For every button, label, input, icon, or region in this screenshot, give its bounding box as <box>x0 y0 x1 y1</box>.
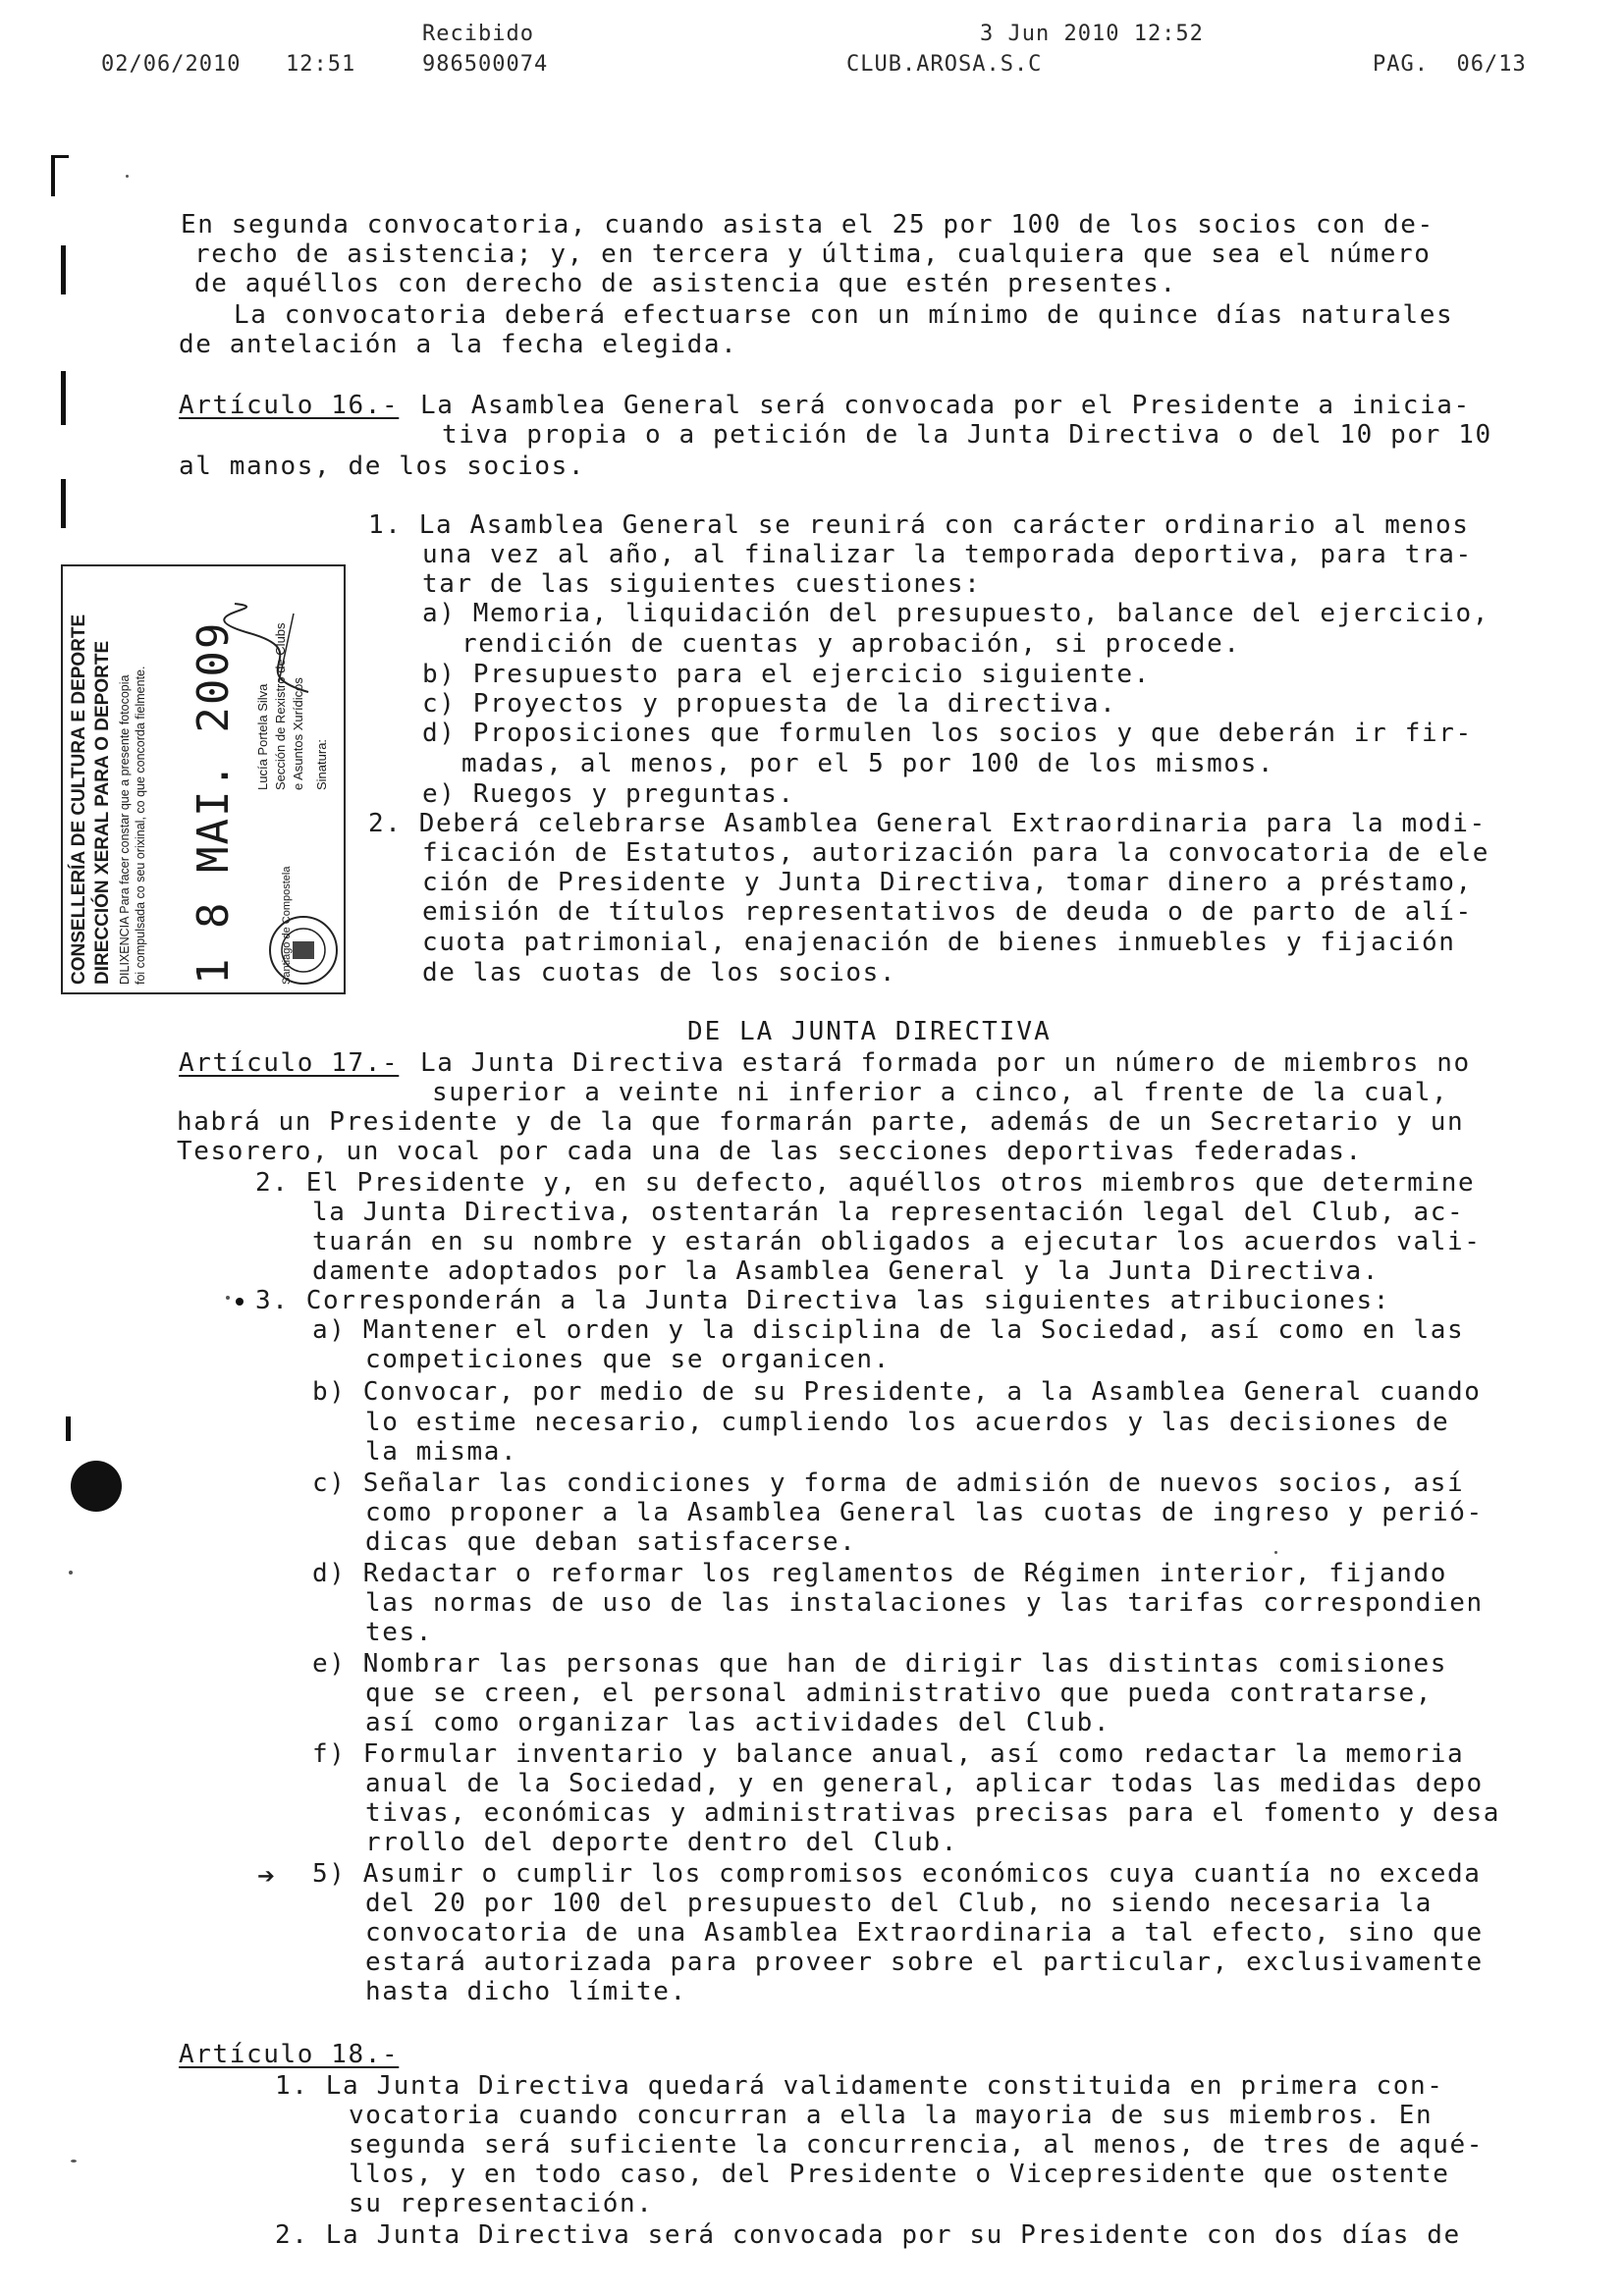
text-line-54: rrollo del deporte dentro del Club. <box>365 1828 958 1857</box>
article-18-heading: Artículo 18.- <box>179 2040 400 2069</box>
text-line-31: Tesorero, un vocal por cada una de las secciones deportivas federadas. <box>177 1137 1363 1166</box>
margin-bracket <box>51 155 55 196</box>
text-line-1: En segunda convocatoria, cuando asista el 25 por 100 de los socios con de- <box>181 210 1435 240</box>
text-line-2: recho de asistencia; y, en tercera y última, cualquiera que sea el número <box>194 240 1432 269</box>
article-16-heading: Artículo 16.- <box>179 391 400 420</box>
text-line-22: ción de Presidente y Junta Directiva, tomar dinero a préstamo, <box>422 868 1473 897</box>
text-line-4: La convocatoria deberá efectuarse con un mínimo de quince días naturales <box>234 300 1454 330</box>
text-line-66: 2. La Junta Directiva será convocada por su Presidente con dos días de <box>275 2220 1461 2250</box>
text-line-35: damente adoptados por la Asamblea General y la Junta Directiva. <box>312 1256 1380 1286</box>
text-line-57: convocatoria de una Asamblea Extraordinaria a tal efecto, sino que <box>365 1918 1484 1948</box>
stamp-diligence-cont: foi compulsada co seu orixinal, co que concorda fielmente. <box>134 666 147 985</box>
text-line-25: de las cuotas de los socios. <box>422 958 897 988</box>
text-line-29: superior a veinte ni inferior a cinco, al frente de la cual, <box>432 1078 1449 1107</box>
text-line-62: vocatoria cuando concurran a ella la mayoria de sus miembros. En <box>349 2101 1434 2130</box>
section-heading-junta: DE LA JUNTA DIRECTIVA <box>687 1017 1052 1046</box>
fax-number: 986500074 <box>422 52 549 77</box>
text-line-15: b) Presupuesto para el ejercicio siguiente. <box>422 660 1151 689</box>
bullet-mark <box>236 1298 244 1306</box>
margin-bar <box>61 245 66 294</box>
text-line-32: 2. El Presidente y, en su defecto, aquéllos otros miembros que determine <box>255 1168 1476 1198</box>
text-line-61: 1. La Junta Directiva quedará validamente constituida en primera con- <box>275 2071 1444 2101</box>
text-line-5: de antelación a la fecha elegida. <box>179 330 738 359</box>
text-line-56: del 20 por 100 del presupuesto del Club, no siendo necesaria la <box>365 1889 1433 1918</box>
text-line-9: al manos, de los socios. <box>179 452 586 481</box>
scan-speck <box>69 1571 73 1575</box>
signature-scribble <box>220 594 328 702</box>
text-line-11: una vez al año, al finalizar la temporada deportiva, para tra- <box>422 540 1473 569</box>
text-line-40: lo estime necesario, cumpliendo los acuerdos y las decisiones de <box>365 1408 1450 1437</box>
fax-time: 12:51 <box>286 52 356 77</box>
scan-speck <box>1274 1551 1277 1554</box>
scan-speck <box>71 2160 77 2163</box>
text-line-17: d) Proposiciones que formulen los socios y que deberán ir fir- <box>422 719 1473 748</box>
text-line-37: a) Mantener el orden y la disciplina de la Sociedad, así como en las <box>312 1315 1465 1345</box>
fax-sender: CLUB.AROSA.S.C <box>846 52 1043 77</box>
text-line-8: tiva propia o a petición de la Junta Directiva o del 10 por 10 <box>442 420 1492 450</box>
text-line-47: tes. <box>365 1618 434 1647</box>
text-line-23: emisión de títulos representativos de deuda o de parto de alí- <box>422 897 1473 927</box>
stamp-date: 1 8 MAI. 2009 <box>189 620 239 985</box>
text-line-30: habrá un Presidente y de la que formarán parte, además de un Secretario y un <box>177 1107 1465 1137</box>
scan-speck <box>226 1296 230 1300</box>
stamp-directorate: DIRECCIÓN XERAL PARA O DEPORTE <box>92 640 113 985</box>
text-line-51: f) Formular inventario y balance anual, así como redactar la memoria <box>312 1739 1465 1769</box>
text-line-16: c) Proyectos y propuesta de la directiva. <box>422 689 1117 719</box>
stamp-ministry: CONSELLERÍA DE CULTURA E DEPORTE <box>69 614 89 985</box>
text-line-33: la Junta Directiva, ostentarán la representación legal del Club, ac- <box>312 1198 1465 1227</box>
stamp-diligence: DILIXENCIA Para facer constar que a presente fotocopia <box>118 674 132 985</box>
text-line-38: competiciones que se organicen. <box>365 1345 891 1374</box>
text-line-64: llos, y en todo caso, del Presidente o Vicepresidente que ostente <box>349 2160 1450 2189</box>
text-line-63: segunda será suficiente la concurrencia, al menos, de tres de aqué- <box>349 2130 1484 2160</box>
text-line-48: e) Nombrar las personas que han de dirigir las distintas comisiones <box>312 1649 1447 1679</box>
text-line-42: c) Señalar las condiciones y forma de admisión de nuevos socios, así <box>312 1468 1465 1498</box>
text-line-49: que se creen, el personal administrativo que pueda contratarse, <box>365 1679 1433 1708</box>
punch-hole <box>71 1461 122 1512</box>
margin-bar <box>61 479 66 528</box>
text-line-45: d) Redactar o reformar los reglamentos de Régimen interior, fijando <box>312 1559 1447 1588</box>
text-line-12: tar de las siguientes cuestiones: <box>422 569 982 599</box>
stamp-official-section: Sección de Rexistro de Clubs <box>273 622 288 790</box>
fax-date: 02/06/2010 <box>101 52 242 77</box>
text-line-44: dicas que deban satisfacerse. <box>365 1527 857 1557</box>
text-line-36: 3. Corresponderán a la Junta Directiva las siguientes atribuciones: <box>255 1286 1390 1315</box>
text-line-65: su representación. <box>349 2189 654 2218</box>
margin-bar <box>61 371 66 425</box>
official-seal <box>267 914 340 987</box>
text-line-41: la misma. <box>365 1437 518 1467</box>
text-line-43: como proponer a la Asamblea General las cuotas de ingreso y perió- <box>365 1498 1484 1527</box>
received-label: Recibido <box>422 22 534 46</box>
text-line-19: e) Ruegos y preguntas. <box>422 779 795 809</box>
scan-speck <box>126 175 129 178</box>
text-line-59: hasta dicho límite. <box>365 1977 687 2006</box>
text-line-53: tivas, económicas y administrativas precisas para el fomento y desa <box>365 1798 1500 1828</box>
text-line-18: madas, al menos, por el 5 por 100 de los mismos. <box>461 749 1275 778</box>
text-line-52: anual de la Sociedad, y en general, aplicar todas las medidas depo <box>365 1769 1484 1798</box>
text-line-39: b) Convocar, por medio de su Presidente, a la Asamblea General cuando <box>312 1377 1482 1407</box>
compulsa-stamp <box>61 564 346 994</box>
text-line-14: rendición de cuentas y aprobación, si procede. <box>461 629 1241 659</box>
text-line-3: de aquéllos con derecho de asistencia que estén presentes. <box>194 269 1177 298</box>
text-line-24: cuota patrimonial, enajenación de bienes inmuebles y fijación <box>422 928 1456 957</box>
text-line-55: 5) Asumir o cumplir los compromisos económicos cuya cuantía no exceda <box>312 1859 1482 1889</box>
text-line-21: ficación de Estatutos, autorización para la convocatoria de ele <box>422 838 1489 868</box>
text-line-10: 1. La Asamblea General se reunirá con carácter ordinario al menos <box>368 510 1470 540</box>
arrow-icon: ➔ <box>257 1859 276 1894</box>
stamp-signature-label: Sinatura: <box>314 738 329 790</box>
text-line-58: estará autorizada para proveer sobre el particular, exclusivamente <box>365 1948 1484 1977</box>
text-line-46: las normas de uso de las instalaciones y las tarifas correspondien <box>365 1588 1484 1618</box>
margin-bracket-tick <box>51 155 69 158</box>
stamp-official-dept: e Asuntos Xurídicos <box>291 677 305 790</box>
text-line-13: a) Memoria, liquidación del presupuesto, balance del ejercicio, <box>422 599 1489 628</box>
text-line-28: La Junta Directiva estará formada por un número de miembros no <box>420 1048 1471 1078</box>
text-line-7: La Asamblea General será convocada por el Presidente a inicia- <box>420 391 1471 420</box>
text-line-20: 2. Deberá celebrarse Asamblea General Extraordinaria para la modi- <box>368 809 1487 838</box>
stamp-place: Santiago de Compostela <box>281 866 293 985</box>
text-line-50: así como organizar las actividades del Club. <box>365 1708 1111 1737</box>
received-datetime: 3 Jun 2010 12:52 <box>980 22 1204 46</box>
text-line-34: tuarán en su nombre y estarán obligados a ejecutar los acuerdos vali- <box>312 1227 1482 1256</box>
fax-page: PAG. 06/13 <box>1373 52 1527 77</box>
margin-bar <box>66 1416 71 1441</box>
article-17-heading: Artículo 17.- <box>179 1048 400 1078</box>
stamp-official-name: Lucía Portela Silva <box>255 683 270 790</box>
